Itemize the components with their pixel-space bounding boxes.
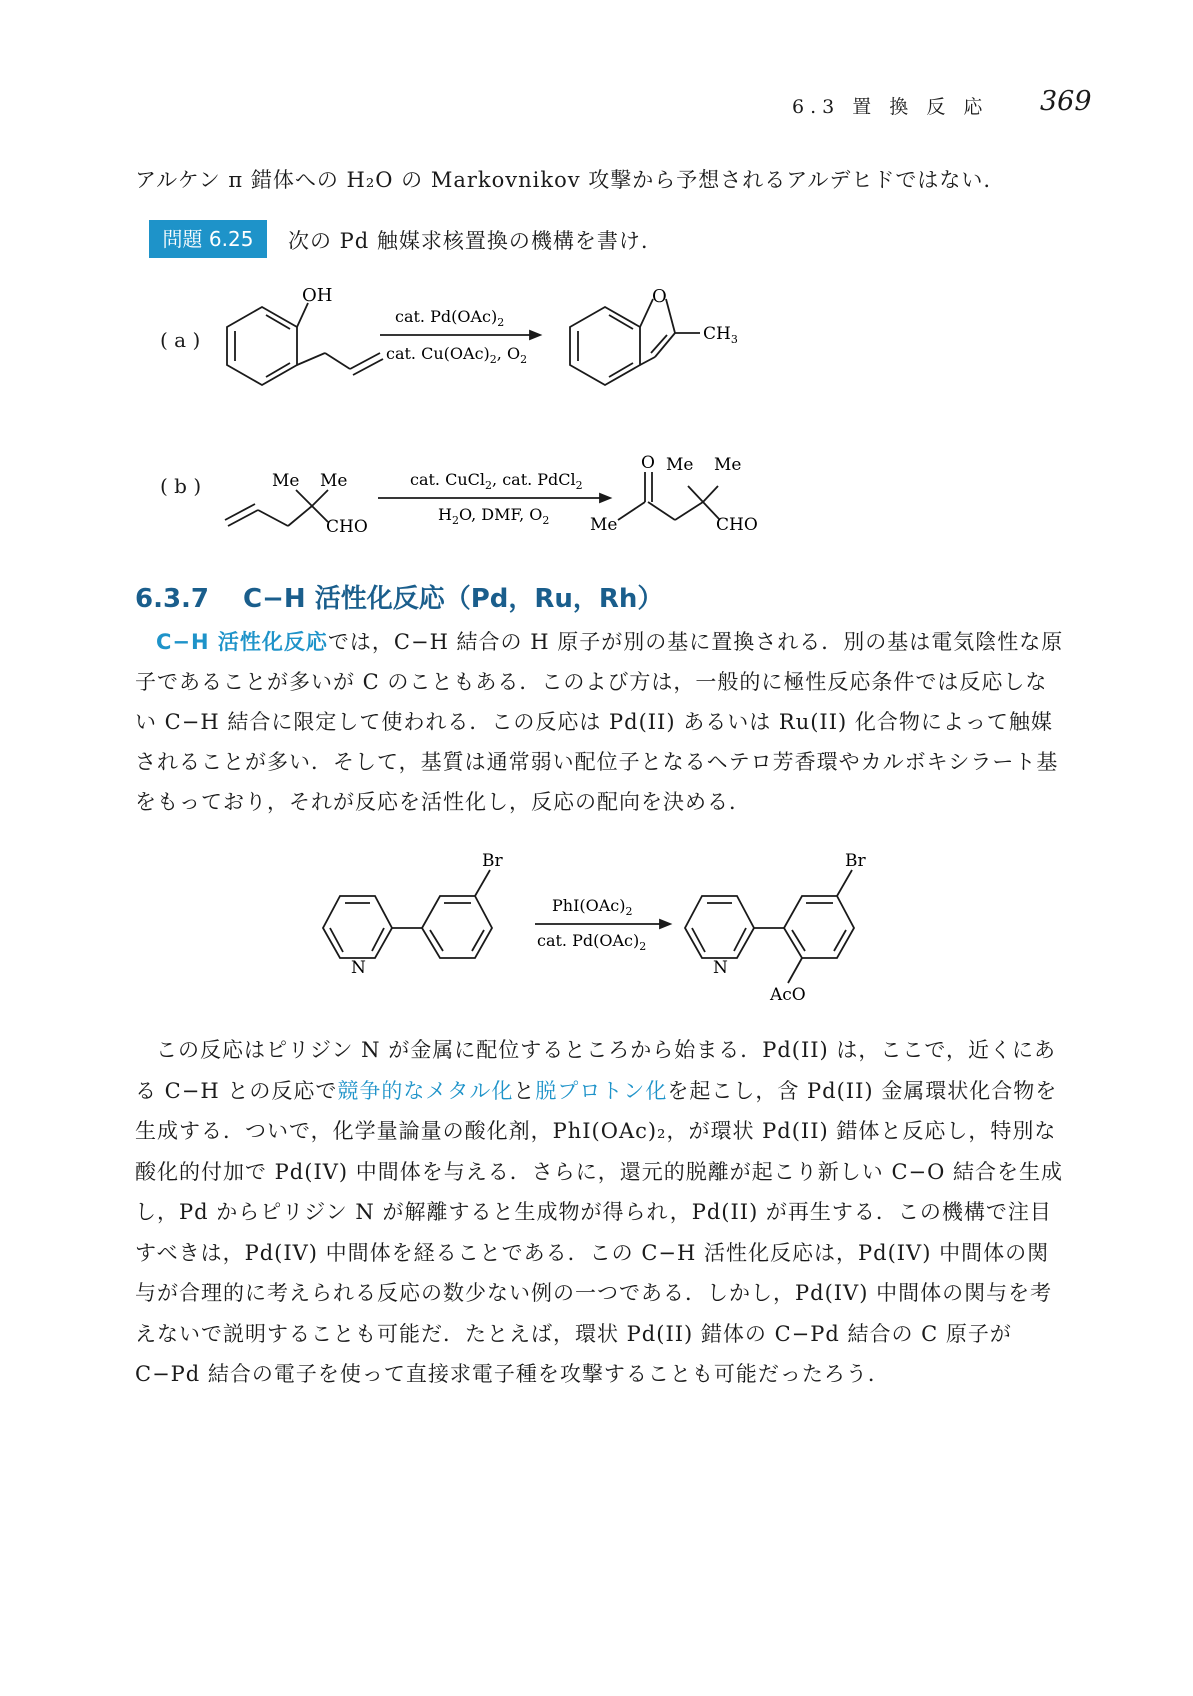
scheme-a-reagent-bottom: cat. $Cu(OAc)_2$, $O_2$: [386, 344, 528, 366]
scheme-b-product-me-c: Me: [590, 515, 618, 535]
term-deprotonation: 脱プロトン化: [535, 1078, 668, 1103]
scheme-b-product-cho: CHO: [716, 515, 758, 535]
scheme-a-reagent-top: cat. $Pd(OAc)_2$: [395, 307, 505, 329]
scheme-a-oh: OH: [302, 285, 333, 306]
scheme-c-reagent-bottom: cat. $Pd(OAc)_2$: [537, 931, 647, 953]
scheme-a-product-ch3: $CH_3$: [703, 324, 738, 346]
section-title: C−H 活性化反応（Pd，Ru，Rh）: [243, 584, 664, 614]
term-ch-activation: C−H 活性化反応: [156, 630, 328, 654]
scheme-c-diagram: [290, 848, 910, 1008]
intro-paragraph: [135, 160, 1065, 200]
intro-line: アルケン π 錯体への H₂O の Markovnikov 攻撃から予想されるアルデヒドではない.: [135, 168, 992, 192]
scheme-b-me-left: Me: [272, 471, 300, 491]
paragraph-2-text: この反応はピリジン N が金属に配位するところから始まる．Pd(II) は，ここで，近くにある C−H との反応で競争的なメタル化と脱プロトン化を起こし，含 Pd(II) 金属環状化合物を生成する．ついで，化学量論量の酸化剤，PhI(OAc)₂，が環状 Pd(II) 錯体と反応し，特別な酸化的付加で Pd(IV) 中間体を与える．さらに，還元的脱離が起こり新しい C−O 結合を生成し，Pd からピリジン N が解離すると生成物が得られ，Pd(II) が再生する．この機構で注目すべきは，Pd(IV) 中間体を経ることである．この C−H 活性化反応は，Pd(IV) 中間体の関与が合理的に考えられる反応の数少ない例の一つである．しかし，Pd(IV) 中間体の関与を考えないで説明することも可能だ．たとえば，環状 Pd(II) 錯体の C−Pd 結合の C 原子が C−Pd 結合の電子を使って直接求電子種を攻撃することも可能だったろう．: [135, 1038, 1063, 1386]
problem-text: 次の Pd 触媒求核置換の機構を書け.: [288, 229, 649, 253]
scheme-a-label: ( a ): [160, 328, 201, 352]
scheme-c-br-right: Br: [845, 851, 866, 871]
problem-badge: 問題 6.25: [149, 220, 267, 258]
scheme-c-aco: AcO: [770, 985, 806, 1005]
paragraph-1-text: C−H 活性化反応では，C−H 結合の H 原子が別の基に置換される．別の基は電気陰性な原子であることが多いが C のこともある．このよび方は，一般的に極性反応条件では反応しない C−H 結合に限定して使われる．この反応は Pd(II) あるいは Ru(II) 化合物によって触媒されることが多い．そして，基質は通常弱い配位子となるヘテロ芳香環やカルボキシラート基をもっており，それが反応を活性化し，反応の配向を決める．: [135, 630, 1064, 814]
paragraph-1: [135, 622, 1065, 822]
scheme-b-product-me-a: Me: [666, 455, 694, 475]
scheme-b-product-o: O: [641, 453, 655, 473]
scheme-a-product-o: O: [652, 286, 667, 307]
scheme-b-product-me-b: Me: [714, 455, 742, 475]
scheme-b-diagram: [200, 450, 840, 540]
scheme-c-n-left: N: [351, 958, 366, 978]
section-number: 6.3.7: [135, 584, 210, 614]
scheme-b-me-right: Me: [320, 471, 348, 491]
scheme-b-label: ( b ): [160, 474, 202, 498]
scheme-c-br-left: Br: [482, 851, 503, 871]
paragraph-2: [135, 1030, 1065, 1395]
section-heading: [135, 578, 663, 615]
scheme-b-reagent-top: cat. CuCl$_2$, cat. PdCl$_2$: [410, 470, 583, 492]
scheme-b-reagent-bottom: $H_2O$, DMF, $O_2$: [438, 505, 550, 527]
page-number: 369: [1040, 86, 1092, 117]
term-competitive-metalation: 競争的なメタル化: [337, 1078, 514, 1103]
running-header: 6.3 置 換 反 応: [792, 96, 989, 118]
scheme-c-reagent-top: $PhI(OAc)_2$: [552, 896, 633, 918]
scheme-a-diagram: [200, 285, 820, 405]
scheme-c-n-right: N: [713, 958, 728, 978]
scheme-b-cho: CHO: [326, 517, 368, 537]
